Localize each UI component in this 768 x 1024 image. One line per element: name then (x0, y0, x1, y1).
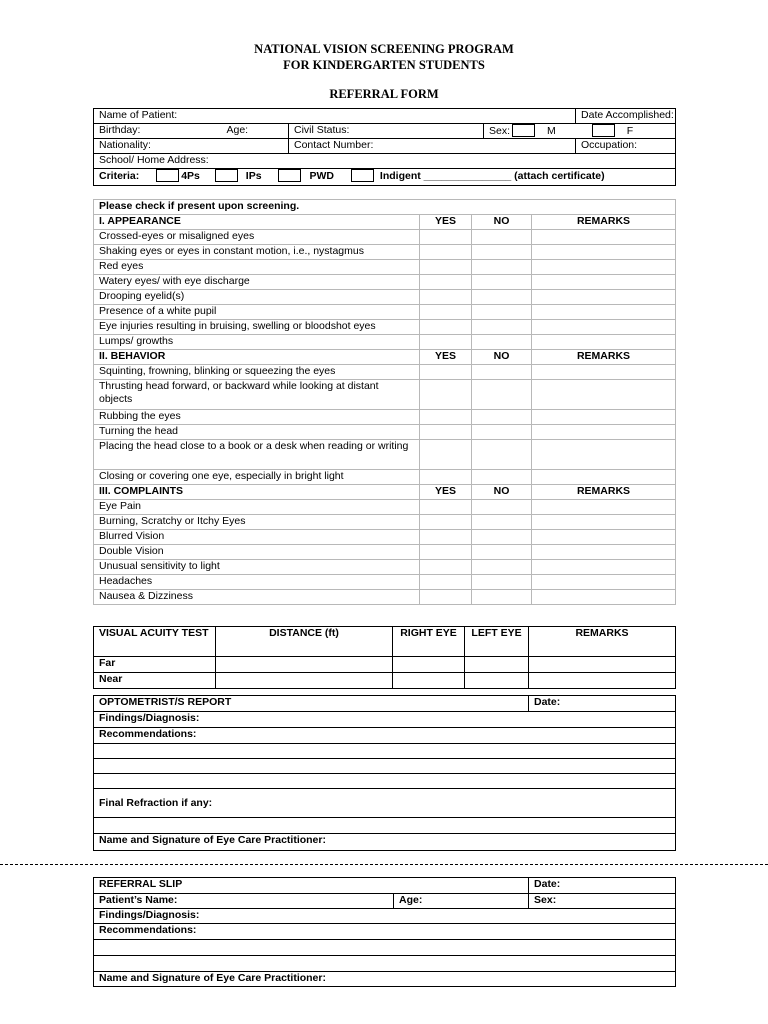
no-check-cell[interactable] (472, 410, 532, 425)
sex-m-checkbox[interactable] (512, 124, 535, 137)
remarks-cell[interactable] (532, 245, 676, 260)
occupation-field[interactable] (576, 139, 676, 154)
no-header: NO (472, 215, 532, 230)
checklist-item-label: Nausea & Dizziness (94, 590, 420, 605)
near-row-label: Near (94, 673, 216, 689)
yes-check-cell[interactable] (420, 560, 472, 575)
far-left-eye-cell[interactable] (465, 657, 529, 673)
nationality-label: Nationality: (99, 139, 151, 151)
checklist-item-label: Drooping eyelid(s) (94, 290, 420, 305)
yes-check-cell[interactable] (420, 275, 472, 290)
report-signature-label: Name and Signature of Eye Care Practitioner: (99, 834, 326, 846)
no-header: NO (472, 485, 532, 500)
yes-check-cell[interactable] (420, 575, 472, 590)
sex-m-label: M (547, 124, 556, 137)
checklist-row (94, 305, 676, 320)
slip-date-label: Date: (534, 878, 561, 890)
no-check-cell[interactable] (472, 590, 532, 605)
remarks-header: REMARKS (532, 215, 676, 230)
checklist-item-label: Unusual sensitivity to light (94, 560, 420, 575)
acuity-test-header: VISUAL ACUITY TEST (94, 627, 216, 657)
near-distance-cell[interactable] (216, 673, 393, 689)
no-check-cell[interactable] (472, 560, 532, 575)
remarks-cell[interactable] (532, 515, 676, 530)
checklist-row (94, 545, 676, 560)
slip-sex-field[interactable] (529, 894, 676, 909)
remarks-header: REMARKS (532, 485, 676, 500)
checklist-item-label: Crossed-eyes or misaligned eyes (94, 230, 420, 245)
criteria-pwd-label: PWD (309, 169, 334, 182)
report-blank-line[interactable] (94, 774, 676, 789)
remarks-cell[interactable] (532, 425, 676, 440)
checklist-item-label: Burning, Scratchy or Itchy Eyes (94, 515, 420, 530)
section-title-appearance: I. APPEARANCE (94, 215, 420, 230)
yes-check-cell[interactable] (420, 230, 472, 245)
yes-check-cell[interactable] (420, 590, 472, 605)
report-findings-label: Findings/Diagnosis: (99, 712, 200, 724)
checklist-item-label: Double Vision (94, 545, 420, 560)
yes-check-cell[interactable] (420, 500, 472, 515)
no-check-cell[interactable] (472, 545, 532, 560)
sex-f-checkbox[interactable] (592, 124, 615, 137)
report-recommendations-field[interactable] (94, 728, 676, 744)
slip-signature-field[interactable] (94, 972, 676, 987)
remarks-cell[interactable] (532, 530, 676, 545)
report-date-label: Date: (534, 696, 561, 708)
slip-signature-label: Name and Signature of Eye Care Practitioner: (99, 972, 326, 984)
far-distance-cell[interactable] (216, 657, 393, 673)
checklist-item-label: Turning the head (94, 425, 420, 440)
criteria-label: Criteria: (99, 169, 140, 182)
slip-blank-line[interactable] (94, 940, 676, 956)
remarks-cell[interactable] (532, 380, 676, 410)
slip-title: REFERRAL SLIP (94, 878, 529, 894)
patient-name-field[interactable] (94, 109, 576, 124)
slip-patient-name-field[interactable] (94, 894, 394, 909)
yes-check-cell[interactable] (420, 425, 472, 440)
checklist-row (94, 470, 676, 485)
remarks-cell[interactable] (532, 575, 676, 590)
no-check-cell[interactable] (472, 515, 532, 530)
report-blank-line[interactable] (94, 818, 676, 834)
checklist-item-label: Headaches (94, 575, 420, 590)
report-date-field[interactable] (529, 696, 676, 712)
date-accomplished-label: Date Accomplished: (581, 109, 674, 121)
remarks-cell[interactable] (532, 335, 676, 350)
remarks-cell[interactable] (532, 260, 676, 275)
birthday-age-field[interactable] (94, 124, 289, 139)
yes-check-cell[interactable] (420, 365, 472, 380)
optometrist-report-table (93, 695, 676, 851)
checklist-row (94, 530, 676, 545)
near-right-eye-cell[interactable] (393, 673, 465, 689)
no-check-cell[interactable] (472, 425, 532, 440)
yes-check-cell[interactable] (420, 305, 472, 320)
no-check-cell[interactable] (472, 530, 532, 545)
criteria-row (94, 169, 676, 186)
criteria-pwd-checkbox[interactable] (278, 169, 301, 182)
slip-recommendations-field[interactable] (94, 924, 676, 940)
referral-slip-table (93, 877, 676, 987)
program-subtitle: FOR KINDERGARTEN STUDENTS (283, 58, 485, 72)
acuity-remarks-header: REMARKS (529, 627, 676, 657)
far-row-label: Far (94, 657, 216, 673)
checklist-row (94, 590, 676, 605)
no-check-cell[interactable] (472, 305, 532, 320)
checklist-item-label: Squinting, frowning, blinking or squeezing the eyes (94, 365, 420, 380)
near-left-eye-cell[interactable] (465, 673, 529, 689)
checklist-row (94, 260, 676, 275)
section-title-complaints: III. COMPLAINTS (94, 485, 420, 500)
no-check-cell[interactable] (472, 320, 532, 335)
report-blank-line[interactable] (94, 744, 676, 759)
checklist-row (94, 560, 676, 575)
checklist-item-label: Placing the head close to a book or a desk when reading or writing (94, 440, 420, 470)
nationality-field[interactable] (94, 139, 289, 154)
patient-info-table (93, 108, 676, 186)
criteria-ips-checkbox[interactable] (215, 169, 238, 182)
slip-age-label: Age: (399, 894, 423, 906)
checklist-row (94, 500, 676, 515)
near-remarks-cell[interactable] (529, 673, 676, 689)
left-eye-header: LEFT EYE (465, 627, 529, 657)
report-recommendations-label: Recommendations: (99, 728, 197, 740)
slip-blank-line[interactable] (94, 956, 676, 972)
checklist-item-label: Eye injuries resulting in bruising, swelling or bloodshot eyes (94, 320, 420, 335)
sex-label: Sex: (489, 124, 511, 137)
slip-patient-name-label: Patient’s Name: (99, 894, 178, 906)
no-check-cell[interactable] (472, 260, 532, 275)
checklist-row (94, 425, 676, 440)
checklist-row (94, 575, 676, 590)
section-title-behavior: II. BEHAVIOR (94, 350, 420, 365)
visual-acuity-table (93, 626, 676, 689)
remarks-cell[interactable] (532, 365, 676, 380)
birthday-label: Birthday: (99, 124, 141, 136)
checklist-item-label: Shaking eyes or eyes in constant motion, i.e., nystagmus (94, 245, 420, 260)
address-label: School/ Home Address: (99, 154, 209, 166)
occupation-label: Occupation: (581, 139, 638, 151)
no-check-cell[interactable] (472, 230, 532, 245)
yes-check-cell[interactable] (420, 410, 472, 425)
checklist-row (94, 515, 676, 530)
remarks-cell[interactable] (532, 320, 676, 335)
checklist-row (94, 335, 676, 350)
sex-field (484, 124, 676, 139)
remarks-cell[interactable] (532, 440, 676, 470)
age-label: Age: (226, 124, 249, 136)
distance-header: DISTANCE (ft) (216, 627, 393, 657)
checklist-item-label: Red eyes (94, 260, 420, 275)
yes-check-cell[interactable] (420, 290, 472, 305)
criteria-ips-label: IPs (245, 169, 262, 182)
remarks-cell[interactable] (532, 560, 676, 575)
checklist-row (94, 380, 676, 410)
checklist-item-label: Lumps/ growths (94, 335, 420, 350)
remarks-header: REMARKS (532, 350, 676, 365)
checklist-row (94, 410, 676, 425)
remarks-cell[interactable] (532, 470, 676, 485)
civil-status-label: Civil Status: (294, 124, 350, 136)
checklist-row (94, 320, 676, 335)
remarks-cell[interactable] (532, 305, 676, 320)
checklist-row (94, 245, 676, 260)
no-check-cell[interactable] (472, 335, 532, 350)
criteria-indigent-label: Indigent _______________ (attach certificate) (379, 169, 605, 182)
checklist-row (94, 275, 676, 290)
yes-check-cell[interactable] (420, 260, 472, 275)
no-check-cell[interactable] (472, 440, 532, 470)
date-accomplished-field[interactable] (576, 109, 676, 124)
remarks-cell[interactable] (532, 545, 676, 560)
no-check-cell[interactable] (472, 575, 532, 590)
slip-age-field[interactable] (394, 894, 529, 909)
criteria-4ps-label: 4Ps (181, 169, 200, 182)
no-check-cell[interactable] (472, 275, 532, 290)
slip-sex-label: Sex: (534, 894, 557, 906)
yes-check-cell[interactable] (420, 530, 472, 545)
far-remarks-cell[interactable] (529, 657, 676, 673)
remarks-cell[interactable] (532, 290, 676, 305)
screening-instruction: Please check if present upon screening. (94, 200, 676, 215)
checklist-item-label: Closing or covering one eye, especially in bright light (94, 470, 420, 485)
remarks-cell[interactable] (532, 230, 676, 245)
cut-line (0, 864, 768, 865)
yes-check-cell[interactable] (420, 545, 472, 560)
yes-header: YES (420, 215, 472, 230)
yes-check-cell[interactable] (420, 320, 472, 335)
checklist-row (94, 440, 676, 470)
no-check-cell[interactable] (472, 500, 532, 515)
screening-table (93, 199, 676, 605)
no-check-cell[interactable] (472, 470, 532, 485)
slip-date-field[interactable] (529, 878, 676, 894)
patient-name-label: Name of Patient: (99, 109, 178, 121)
checklist-item-label: Blurred Vision (94, 530, 420, 545)
yes-check-cell[interactable] (420, 380, 472, 410)
no-check-cell[interactable] (472, 365, 532, 380)
report-title: OPTOMETRIST/S REPORT (94, 696, 529, 712)
final-refraction-label: Final Refraction if any: (99, 796, 213, 809)
yes-header: YES (420, 350, 472, 365)
checklist-item-label: Rubbing the eyes (94, 410, 420, 425)
no-header: NO (472, 350, 532, 365)
yes-header: YES (420, 485, 472, 500)
final-refraction-field[interactable] (94, 789, 676, 818)
report-signature-field[interactable] (94, 834, 676, 851)
civil-status-field[interactable] (289, 124, 484, 139)
checklist-row (94, 230, 676, 245)
contact-number-field[interactable] (289, 139, 576, 154)
yes-check-cell[interactable] (420, 335, 472, 350)
remarks-cell[interactable] (532, 275, 676, 290)
checklist-row (94, 290, 676, 305)
yes-check-cell[interactable] (420, 245, 472, 260)
contact-number-label: Contact Number: (294, 139, 374, 151)
right-eye-header: RIGHT EYE (393, 627, 465, 657)
no-check-cell[interactable] (472, 380, 532, 410)
yes-check-cell[interactable] (420, 515, 472, 530)
yes-check-cell[interactable] (420, 470, 472, 485)
slip-findings-label: Findings/Diagnosis: (99, 909, 200, 921)
checklist-row (94, 365, 676, 380)
program-title: NATIONAL VISION SCREENING PROGRAM (254, 42, 514, 56)
checklist-item-label: Watery eyes/ with eye discharge (94, 275, 420, 290)
no-check-cell[interactable] (472, 245, 532, 260)
report-findings-field[interactable] (94, 712, 676, 728)
criteria-4ps-checkbox[interactable] (156, 169, 179, 182)
address-field[interactable] (94, 154, 676, 169)
far-right-eye-cell[interactable] (393, 657, 465, 673)
yes-check-cell[interactable] (420, 440, 472, 470)
checklist-item-label: Thrusting head forward, or backward while looking at distant objects (94, 380, 420, 410)
no-check-cell[interactable] (472, 290, 532, 305)
criteria-indigent-checkbox[interactable] (351, 169, 374, 182)
checklist-item-label: Eye Pain (94, 500, 420, 515)
form-title: REFERRAL FORM (329, 87, 439, 101)
remarks-cell[interactable] (532, 500, 676, 515)
sex-f-label: F (626, 124, 634, 137)
slip-recommendations-label: Recommendations: (99, 924, 197, 936)
checklist-item-label: Presence of a white pupil (94, 305, 420, 320)
report-blank-line[interactable] (94, 759, 676, 774)
remarks-cell[interactable] (532, 410, 676, 425)
remarks-cell[interactable] (532, 590, 676, 605)
slip-findings-field[interactable] (94, 909, 676, 924)
